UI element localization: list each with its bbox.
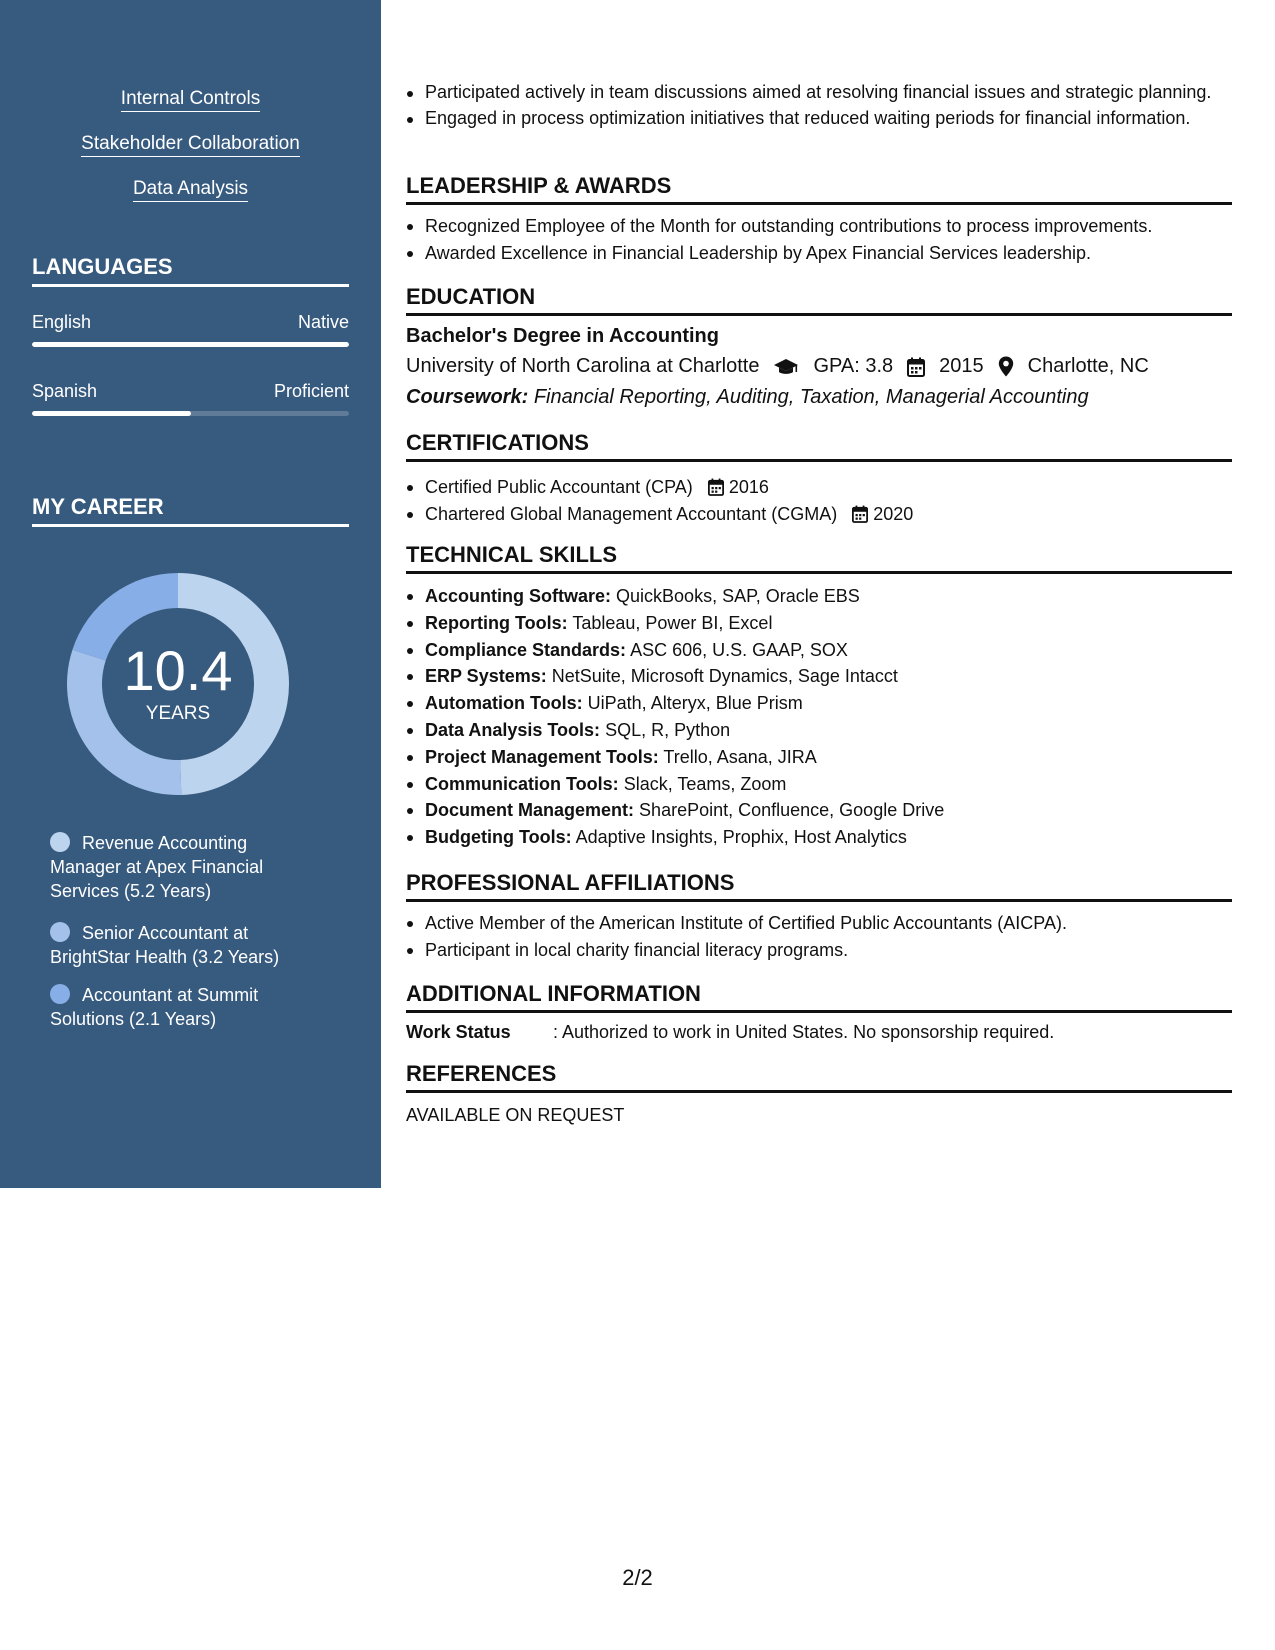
skill-category: Data Analysis Tools: bbox=[425, 719, 601, 740]
skill-values: Tableau, Power BI, Excel bbox=[572, 612, 773, 633]
skill-values: NetSuite, Microsoft Dynamics, Sage Intacct bbox=[551, 666, 898, 687]
skill-values: QuickBooks, SAP, Oracle EBS bbox=[616, 586, 860, 606]
skill-category: Reporting Tools: bbox=[425, 612, 568, 633]
languages-heading: LANGUAGES bbox=[32, 254, 349, 287]
calendar-icon bbox=[907, 357, 925, 377]
language-bar-fill bbox=[32, 342, 349, 347]
school-location: Charlotte, NC bbox=[1027, 355, 1149, 377]
certification-name: Chartered Global Management Accountant (CGMA) bbox=[425, 504, 838, 524]
legend-dot-icon bbox=[50, 832, 70, 852]
career-legend-item bbox=[50, 921, 310, 969]
career-total-unit: YEARS bbox=[145, 703, 211, 724]
graduation-cap-icon bbox=[773, 357, 799, 377]
language-bar bbox=[32, 411, 349, 416]
certification-year: 2016 bbox=[728, 477, 769, 497]
skill-values: UiPath, Alteryx, Blue Prism bbox=[587, 693, 803, 714]
list-item: Active Member of the American Institute of Certified Public Accountants (AICPA). bbox=[406, 910, 1236, 937]
skill-link[interactable]: Internal Controls bbox=[0, 88, 381, 110]
additional-info-heading: ADDITIONAL INFORMATION bbox=[406, 981, 1232, 1013]
gpa: GPA: 3.8 bbox=[813, 355, 894, 377]
work-status bbox=[406, 1022, 1054, 1043]
list-item bbox=[406, 610, 1236, 637]
career-legend-label: Accountant at Summit Solutions (2.1 Years) bbox=[50, 985, 259, 1029]
work-status-label: Work Status bbox=[406, 1022, 511, 1042]
leadership-list bbox=[406, 213, 1236, 267]
skill-values: Slack, Teams, Zoom bbox=[623, 773, 787, 794]
language-bar bbox=[32, 342, 349, 347]
skill-link[interactable]: Data Analysis bbox=[0, 178, 381, 200]
skill-category: Budgeting Tools: bbox=[425, 827, 572, 848]
degree-title: Bachelor's Degree in Accounting bbox=[406, 325, 719, 347]
career-legend-item bbox=[50, 831, 310, 903]
language-level: Native bbox=[297, 312, 349, 332]
skill-category: Document Management: bbox=[425, 800, 635, 821]
skill-category: Automation Tools: bbox=[425, 693, 583, 714]
education-details bbox=[406, 355, 1149, 378]
language-bar-fill bbox=[32, 411, 191, 416]
career-legend-label: Revenue Accounting Manager at Apex Financial Services (5.2 Years) bbox=[50, 833, 264, 901]
list-item bbox=[406, 824, 1236, 851]
coursework bbox=[406, 386, 1089, 409]
certifications-list bbox=[406, 474, 1236, 528]
skill-category: Compliance Standards: bbox=[425, 639, 627, 660]
career-legend-item bbox=[50, 983, 310, 1031]
legend-dot-icon bbox=[50, 984, 70, 1004]
skill-values: SharePoint, Confluence, Google Drive bbox=[639, 800, 945, 821]
skill-values: ASC 606, U.S. GAAP, SOX bbox=[630, 639, 848, 660]
language-row bbox=[32, 381, 349, 402]
certification-year: 2020 bbox=[873, 504, 914, 524]
skill-category: ERP Systems: bbox=[425, 666, 547, 687]
certification-name: Certified Public Accountant (CPA) bbox=[425, 477, 693, 497]
list-item: Awarded Excellence in Financial Leadership by Apex Financial Services leadership. bbox=[406, 240, 1236, 267]
career-total-value: 10.4 bbox=[123, 639, 233, 702]
technical-skills-heading: TECHNICAL SKILLS bbox=[406, 542, 1232, 574]
education-heading: EDUCATION bbox=[406, 284, 1232, 316]
list-item bbox=[406, 717, 1236, 744]
list-item bbox=[406, 663, 1236, 690]
work-status-value: : Authorized to work in United States. No sponsorship required. bbox=[553, 1022, 1055, 1042]
list-item bbox=[406, 637, 1236, 664]
career-legend-label: Senior Accountant at BrightStar Health (3.2 Years) bbox=[50, 923, 280, 967]
calendar-icon bbox=[708, 478, 724, 496]
references-heading: REFERENCES bbox=[406, 1061, 1232, 1093]
calendar-icon bbox=[852, 505, 868, 523]
list-item bbox=[406, 690, 1236, 717]
language-name: English bbox=[32, 312, 92, 332]
certifications-heading: CERTIFICATIONS bbox=[406, 430, 1232, 462]
language-level: Proficient bbox=[273, 381, 349, 401]
list-item: Recognized Employee of the Month for outstanding contributions to process improvements. bbox=[406, 213, 1236, 240]
affiliations-heading: PROFESSIONAL AFFILIATIONS bbox=[406, 870, 1232, 902]
skill-category: Accounting Software: bbox=[425, 586, 612, 606]
experience-bullets bbox=[406, 80, 1236, 130]
affiliations-list bbox=[406, 910, 1236, 964]
legend-dot-icon bbox=[50, 922, 70, 942]
career-donut bbox=[66, 572, 290, 796]
list-item bbox=[406, 474, 1236, 501]
list-item: Participant in local charity financial literacy programs. bbox=[406, 937, 1236, 964]
list-item bbox=[406, 797, 1236, 824]
skill-values: Adaptive Insights, Prophix, Host Analytics bbox=[575, 827, 907, 848]
list-item bbox=[406, 501, 1236, 528]
technical-skills-list bbox=[406, 583, 1236, 851]
list-item: Engaged in process optimization initiatives that reduced waiting periods for financial information. bbox=[406, 106, 1236, 130]
graduation-year: 2015 bbox=[939, 355, 984, 377]
career-heading: MY CAREER bbox=[32, 494, 349, 527]
coursework-list: Financial Reporting, Auditing, Taxation, Managerial Accounting bbox=[533, 386, 1089, 408]
location-pin-icon bbox=[998, 356, 1014, 377]
page-number: 2/2 bbox=[622, 1565, 653, 1590]
skill-values: Trello, Asana, JIRA bbox=[663, 746, 817, 767]
career-total bbox=[66, 572, 290, 796]
skill-link[interactable]: Stakeholder Collaboration bbox=[0, 133, 381, 155]
skill-values: SQL, R, Python bbox=[605, 719, 731, 740]
school-name: University of North Carolina at Charlotte bbox=[406, 355, 760, 377]
sidebar bbox=[0, 0, 381, 1188]
skill-category: Project Management Tools: bbox=[425, 746, 659, 767]
references-text: AVAILABLE ON REQUEST bbox=[406, 1105, 625, 1125]
leadership-heading: LEADERSHIP & AWARDS bbox=[406, 173, 1232, 205]
language-row bbox=[32, 312, 349, 333]
list-item bbox=[406, 583, 1236, 610]
skill-category: Communication Tools: bbox=[425, 773, 619, 794]
coursework-label: Coursework: bbox=[406, 386, 529, 408]
list-item: Participated actively in team discussions aimed at resolving financial issues and strategic planning. bbox=[406, 80, 1236, 104]
list-item bbox=[406, 771, 1236, 798]
language-name: Spanish bbox=[32, 381, 98, 401]
list-item bbox=[406, 744, 1236, 771]
